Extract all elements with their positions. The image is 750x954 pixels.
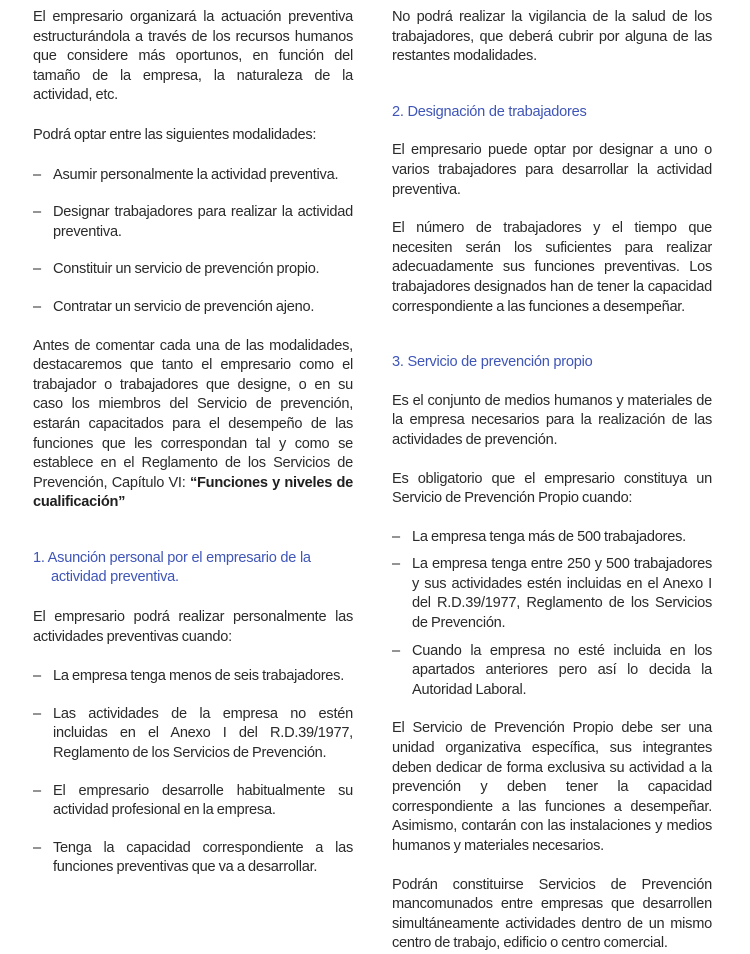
- list-item: – Cuando la empresa no esté incluida en los apartados anteriores pero así lo decida la Autoridad Laboral.: [392, 642, 712, 701]
- before-text: Antes de comentar cada una de las modalidades, destacaremos que tanto el empresario como el trabajador o trabajadores que designe, o en su caso los miembros del Servicio de prevención, estarán capacitados para el desempeño de las funciones que les correspondan tal y como se establece en el Reglamento de los Servicios de Prevención, Capítulo VI:: [33, 337, 353, 491]
- options-paragraph: Podrá optar entre las siguientes modalidades:: [33, 126, 317, 143]
- section-3-paragraph-a: Es el conjunto de medios humanos y materiales de la empresa necesarios para la realización de las actividades de prevención.: [392, 392, 712, 448]
- section-3-paragraph-d: Podrán constituirse Servicios de Prevención mancomunados entre empresas que desarrollen simultáneamente actividades dentro de un mismo centro de trabajo, edificio o centro comercial.: [392, 876, 712, 952]
- list-item: – Contratar un servicio de prevención ajeno.: [33, 298, 353, 318]
- section-3-paragraph-c: El Servicio de Prevención Propio debe ser una unidad organizativa específica, sus integrantes deben dedicar de forma exclusiva su actividad a la prevención y deben tener la capacidad correspondiente a las funciones a desempeñar. Asimismo, contarán con las instalaciones y medios humanos y materiales necesarios.: [392, 720, 712, 854]
- top-paragraph: No podrá realizar la vigilancia de la salud de los trabajadores, que deberá cubrir por alguna de las restantes modalidades.: [392, 9, 712, 65]
- section-3-heading: 3. Servicio de prevención propio: [392, 354, 593, 371]
- list-item: – Las actividades de la empresa no estén incluidas en el Anexo I del R.D.39/1977, Reglamento de los Servicios de Prevención.: [33, 705, 353, 764]
- section-1-list: [33, 667, 353, 878]
- section-2-paragraph-b: El número de trabajadores y el tiempo que necesiten serán los suficientes para realizar adecuadamente sus funciones preventivas. Los trabajadores designados han de tener la capacidad correspondiente a las funciones a desempeñar.: [392, 220, 712, 315]
- list-item: – La empresa tenga entre 250 y 500 trabajadores y sus actividades estén incluidas en el Anexo I del R.D.39/1977, Reglamento de los Servicios de Prevención.: [392, 555, 712, 633]
- modalidades-list: [33, 166, 353, 318]
- list-item: – Constituir un servicio de prevención propio.: [33, 260, 353, 280]
- list-item: – Asumir personalmente la actividad preventiva.: [33, 166, 353, 186]
- section-2-paragraph-a: El empresario puede optar por designar a uno o varios trabajadores para desarrollar la actividad preventiva.: [392, 142, 712, 198]
- section-1-paragraph: El empresario podrá realizar personalmente las actividades preventivas cuando:: [33, 609, 353, 645]
- left-column: [33, 8, 353, 878]
- before-paragraph: [33, 337, 353, 513]
- right-column: [392, 8, 712, 954]
- list-item: – Tenga la capacidad correspondiente a las funciones preventivas que va a desarrollar.: [33, 839, 353, 878]
- section-3-paragraph-b: Es obligatorio que el empresario constituya un Servicio de Prevención Propio cuando:: [392, 470, 712, 507]
- list-item: – Designar trabajadores para realizar la actividad preventiva.: [33, 203, 353, 242]
- list-item: – El empresario desarrolle habitualmente su actividad profesional en la empresa.: [33, 782, 353, 821]
- section-3-list: [392, 528, 712, 701]
- before-bold: “Funciones y niveles de cualificación”: [33, 474, 354, 511]
- intro-paragraph: El empresario organizará la actuación preventiva estructurándola a través de los recursos humanos que considere más oportunos, en función del tamaño de la empresa, la naturaleza de la actividad, etc.: [33, 9, 353, 104]
- section-1-heading: 1. Asunción personal por el empresario de la actividad preventiva.: [33, 549, 311, 586]
- list-item: – La empresa tenga menos de seis trabajadores.: [33, 667, 353, 687]
- section-2-heading: 2. Designación de trabajadores: [392, 103, 587, 120]
- list-item: – La empresa tenga más de 500 trabajadores.: [392, 528, 712, 548]
